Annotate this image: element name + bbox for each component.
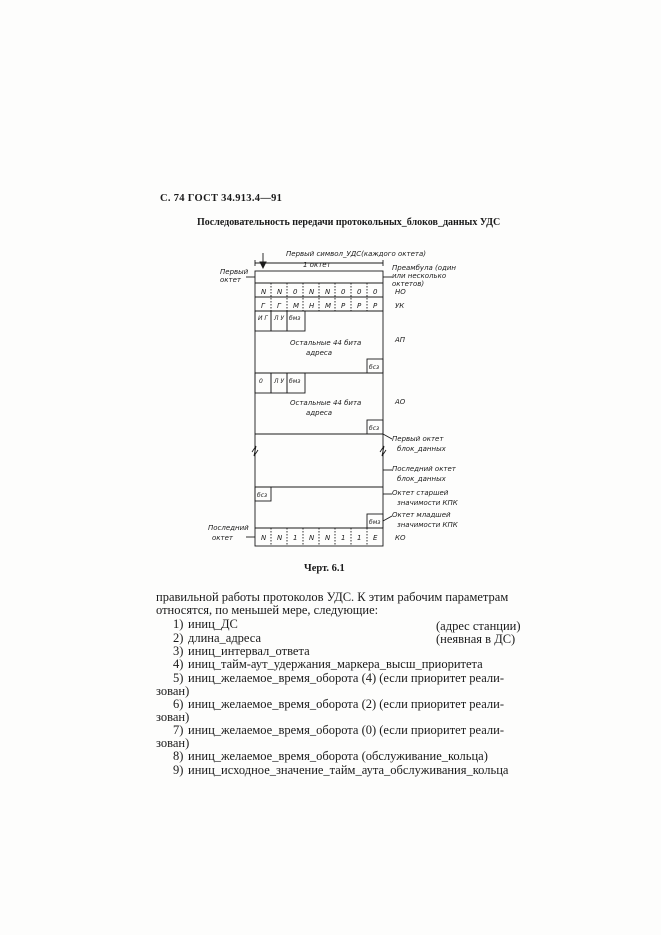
uk-bit: Р [341,302,346,310]
ko-bit: N [261,534,267,542]
uk-bit: Р [357,302,362,310]
param-num: 4) [173,657,184,671]
page-header: С. 74 ГОСТ 34.913.4—91 [160,193,283,204]
ao-bit-1: 0 [259,378,263,385]
nd-bit: 0 [373,288,378,296]
param-cont: зован) [156,684,190,698]
ko-bit: 1 [341,534,346,542]
preamble-label-1: Преамбула (один [392,264,457,272]
param-num: 6) [173,697,184,711]
nd-bit: N [277,288,283,296]
param-num: 5) [173,671,184,685]
ko-row [261,534,378,542]
param-note: (адрес станции) [436,619,521,633]
nd-bit: 0 [341,288,346,296]
param-text: иниц_желаемое_время_оборота (обслуживание_кольца) [188,749,488,763]
param-num: 1) [173,617,184,631]
text-line: относятся, по меньшей мере, следующие: [156,603,379,617]
kpk-low-label-2: значимости КПК [397,521,458,529]
uk-bit: Г [277,302,281,310]
ao-text-1: Остальные 44 бита [290,399,362,407]
text-line: правильной работы протоколов УДС. К этим рабочим параметрам [156,590,509,604]
uk-bit: Р [373,302,378,310]
uk-bit: М [293,302,300,310]
ko-bit: 1 [357,534,362,542]
preamble-label-2: или несколько [392,272,447,280]
octet-label: 1 октет [303,261,331,269]
ao-bit-3: бмз [289,378,301,385]
ap-text-2: адреса [306,349,333,357]
figure-caption: Черт. 6.1 [304,563,345,574]
ao-label: АО [395,398,406,406]
nd-bit: N [261,288,267,296]
last-data-label-2: блок_данных [397,475,446,483]
first-octet-label-1: Первый [220,268,249,276]
nd-label: НО [395,288,406,296]
uk-bit: Г [261,302,265,310]
param-text: иниц_желаемое_время_оборота (4) (если приоритет реали- [188,671,505,685]
ko-bit: N [277,534,283,542]
param-num: 2) [173,631,184,645]
first-data-label-1: Первый октет [392,435,444,443]
ko-left-label-2: октет [212,534,233,542]
param-text: иниц_тайм-аут_удержания_маркера_высш_приоритета [188,657,483,671]
param-note: (неявная в ДС) [436,632,516,646]
param-num: 8) [173,749,184,763]
last-data-label-1: Последний октет [392,465,456,473]
uk-bit: Н [309,302,315,310]
ao-bit-2: Л У [274,378,285,385]
nd-bit: 0 [293,288,298,296]
top-label: Первый символ_УДС(каждого октета) [286,250,426,258]
kpk-high-label-2: значимости КПК [397,499,458,507]
param-text: иниц_исходное_значение_тайм_аута_обслуживания_кольца [188,763,509,777]
ko-label: КО [395,534,406,542]
figure-title: Последовательность передачи протокольных_блоков_данных УДС [197,217,501,228]
nd-bit: N [309,288,315,296]
ko-bit: N [309,534,315,542]
param-text: иниц_ДС [188,617,238,631]
kpk-low-bmz: бмз [369,519,381,526]
param-num: 7) [173,723,184,737]
ko-left-label-1: Последний [208,524,249,532]
first-data-label-2: блок_данных [397,445,446,453]
uk-bit: М [325,302,332,310]
break-mark-right [380,446,386,456]
nd-bit: N [325,288,331,296]
kpk-high-label-1: Октет старшей [392,489,449,497]
ap-bit-2: Л У [274,315,285,322]
param-text: иниц_желаемое_время_оборота (2) (если приоритет реали- [188,697,505,711]
kpk-low-label-1: Октет младшей [392,511,451,519]
ao-text-2: адреса [306,409,333,417]
ap-label: АП [395,336,406,344]
ko-bit: N [325,534,331,542]
param-num: 3) [173,644,184,658]
param-cont: зован) [156,736,190,750]
ko-bit: Е [373,534,378,542]
param-num: 9) [173,763,184,777]
nd-row [261,288,378,296]
nd-bit: 0 [357,288,362,296]
ap-bsz: бсз [369,364,380,371]
param-text: иниц_интервал_ответа [188,644,310,658]
ap-bit-1: И Г [258,315,268,322]
param-text: иниц_желаемое_время_оборота (0) (если приоритет реали- [188,723,505,737]
ko-bit: 1 [293,534,298,542]
ap-bit-3: бмз [289,315,301,322]
uk-label: УК [395,302,405,310]
uk-row [261,302,378,310]
first-octet-label-2: октет [220,276,241,284]
break-mark-left [252,446,258,456]
param-text: длина_адреса [188,631,262,645]
param-cont: зован) [156,710,190,724]
preamble-label-3: октетов) [392,280,425,288]
kpk-high-bsz: бсз [257,492,268,499]
ao-bsz: бсз [369,425,380,432]
ap-text-1: Остальные 44 бита [290,339,362,347]
